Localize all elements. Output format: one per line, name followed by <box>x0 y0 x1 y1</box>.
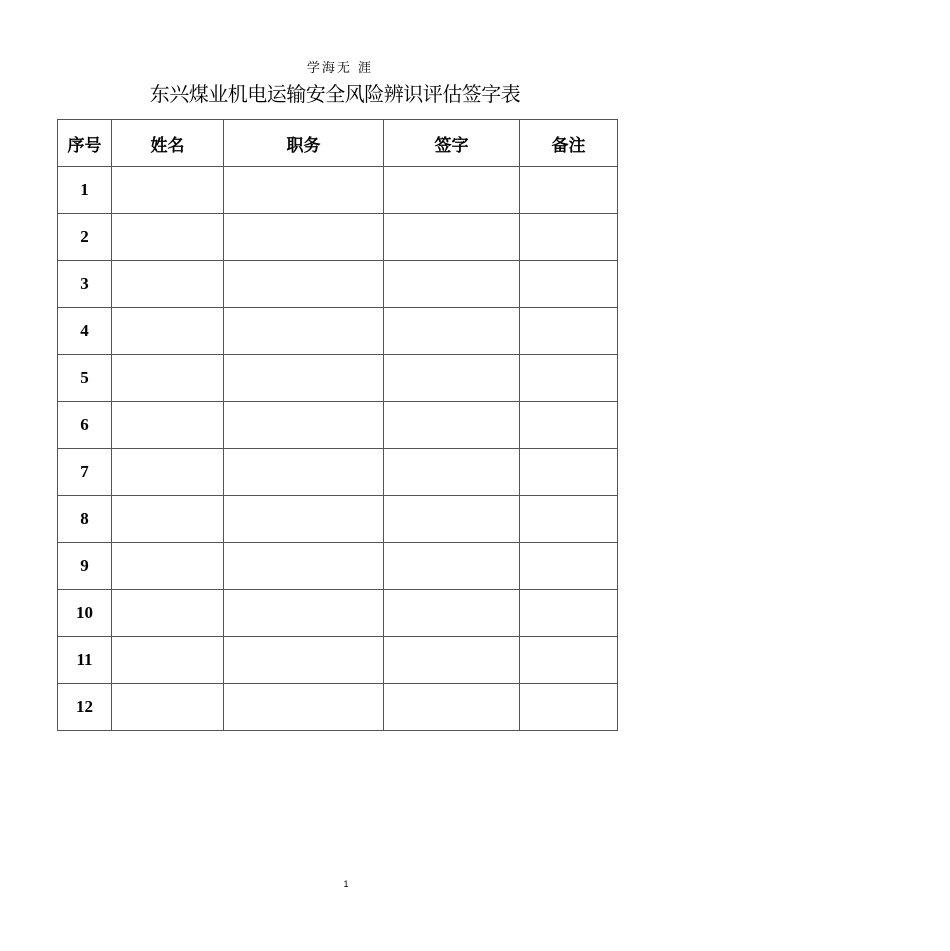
signature-cell[interactable] <box>384 167 520 214</box>
table-row <box>58 543 618 590</box>
page-number: 1 <box>343 879 349 889</box>
name-cell[interactable] <box>112 214 224 261</box>
row-number-cell: 8 <box>58 496 112 543</box>
header-note: 学海无 涯 <box>306 61 374 76</box>
position-cell[interactable] <box>224 167 384 214</box>
table-row <box>58 402 618 449</box>
page-title: 东兴煤业机电运输安全风险辨识评估签字表 <box>149 82 521 106</box>
table-row <box>58 637 618 684</box>
table-row <box>58 167 618 214</box>
table-header-row <box>58 120 618 167</box>
table-row <box>58 590 618 637</box>
position-cell[interactable] <box>224 637 384 684</box>
table-row <box>58 214 618 261</box>
row-number-cell: 3 <box>58 261 112 308</box>
remark-cell[interactable] <box>520 590 618 637</box>
row-number-cell: 12 <box>58 684 112 731</box>
position-cell[interactable] <box>224 684 384 731</box>
name-cell[interactable] <box>112 543 224 590</box>
remark-cell[interactable] <box>520 308 618 355</box>
signature-cell[interactable] <box>384 308 520 355</box>
row-number-cell: 2 <box>58 214 112 261</box>
remark-cell[interactable] <box>520 684 618 731</box>
signature-cell[interactable] <box>384 496 520 543</box>
table-row <box>58 261 618 308</box>
signature-cell[interactable] <box>384 543 520 590</box>
name-cell[interactable] <box>112 167 224 214</box>
table-row <box>58 449 618 496</box>
name-cell[interactable] <box>112 496 224 543</box>
signature-cell[interactable] <box>384 214 520 261</box>
remark-cell[interactable] <box>520 637 618 684</box>
signature-cell[interactable] <box>384 261 520 308</box>
remark-cell[interactable] <box>520 402 618 449</box>
name-cell[interactable] <box>112 590 224 637</box>
column-header-position: 职务 <box>224 120 384 167</box>
row-number-cell: 6 <box>58 402 112 449</box>
position-cell[interactable] <box>224 261 384 308</box>
position-cell[interactable] <box>224 449 384 496</box>
position-cell[interactable] <box>224 543 384 590</box>
table-row <box>58 684 618 731</box>
remark-cell[interactable] <box>520 543 618 590</box>
name-cell[interactable] <box>112 355 224 402</box>
signature-table <box>57 119 618 731</box>
remark-cell[interactable] <box>520 167 618 214</box>
column-header-remark: 备注 <box>520 120 618 167</box>
remark-cell[interactable] <box>520 449 618 496</box>
signature-cell[interactable] <box>384 684 520 731</box>
remark-cell[interactable] <box>520 355 618 402</box>
row-number-cell: 4 <box>58 308 112 355</box>
signature-cell[interactable] <box>384 402 520 449</box>
signature-cell[interactable] <box>384 637 520 684</box>
position-cell[interactable] <box>224 214 384 261</box>
position-cell[interactable] <box>224 308 384 355</box>
name-cell[interactable] <box>112 449 224 496</box>
column-header-number: 序号 <box>58 120 112 167</box>
name-cell[interactable] <box>112 402 224 449</box>
table-row <box>58 355 618 402</box>
name-cell[interactable] <box>112 261 224 308</box>
row-number-cell: 9 <box>58 543 112 590</box>
row-number-cell: 10 <box>58 590 112 637</box>
column-header-signature: 签字 <box>384 120 520 167</box>
name-cell[interactable] <box>112 308 224 355</box>
row-number-cell: 11 <box>58 637 112 684</box>
signature-cell[interactable] <box>384 355 520 402</box>
name-cell[interactable] <box>112 637 224 684</box>
row-number-cell: 1 <box>58 167 112 214</box>
position-cell[interactable] <box>224 590 384 637</box>
remark-cell[interactable] <box>520 214 618 261</box>
position-cell[interactable] <box>224 355 384 402</box>
name-cell[interactable] <box>112 684 224 731</box>
signature-cell[interactable] <box>384 590 520 637</box>
row-number-cell: 5 <box>58 355 112 402</box>
position-cell[interactable] <box>224 496 384 543</box>
column-header-name: 姓名 <box>112 120 224 167</box>
row-number-cell: 7 <box>58 449 112 496</box>
remark-cell[interactable] <box>520 496 618 543</box>
table-row <box>58 496 618 543</box>
table-row <box>58 308 618 355</box>
position-cell[interactable] <box>224 402 384 449</box>
remark-cell[interactable] <box>520 261 618 308</box>
signature-cell[interactable] <box>384 449 520 496</box>
